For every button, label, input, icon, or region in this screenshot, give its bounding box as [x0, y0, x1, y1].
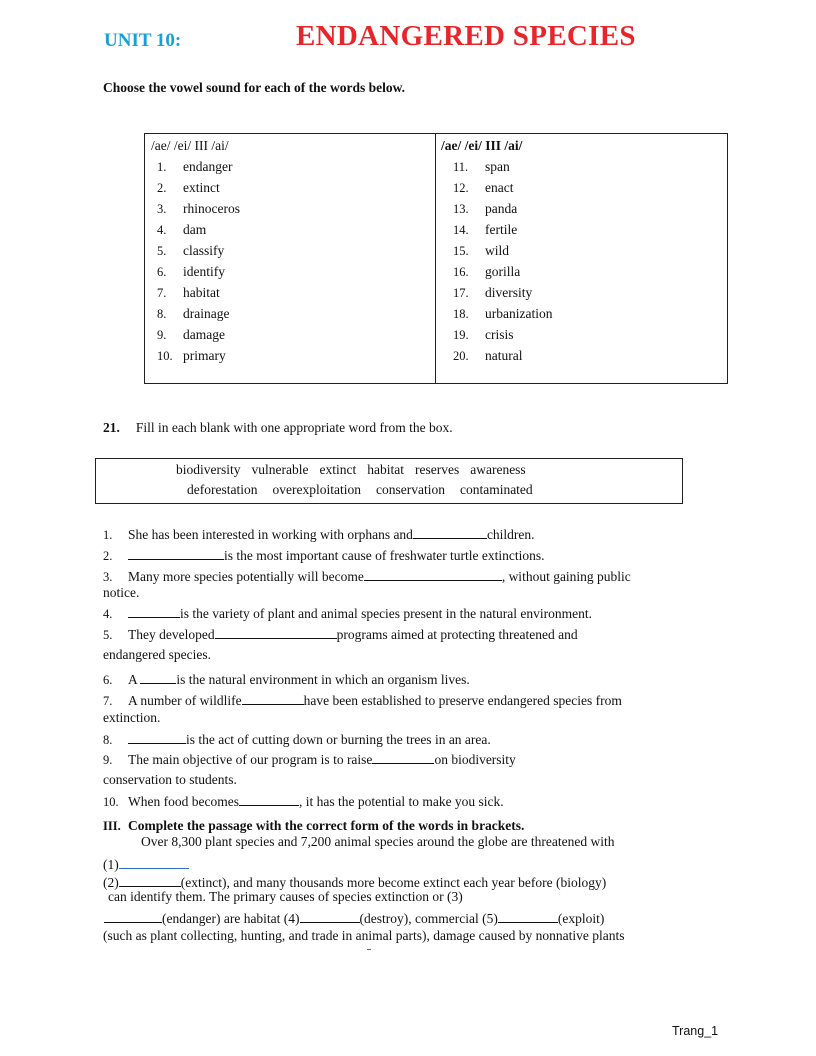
box-word: reserves — [414, 462, 460, 477]
sentence-9-cont — [103, 772, 237, 788]
item-number: 14. — [453, 223, 469, 237]
sentence-number: 1. — [103, 528, 113, 542]
item-number: 2. — [157, 181, 167, 195]
sentence-3 — [103, 568, 631, 585]
section3-number: III. — [103, 819, 121, 833]
item-number: 6. — [157, 265, 167, 279]
vowel-word-item — [441, 282, 552, 303]
box-word: contaminated — [459, 482, 533, 497]
sentence-text: programs aimed at protecting threatened and — [336, 627, 578, 642]
answer-blank[interactable] — [119, 856, 189, 869]
sentence-number: 9. — [103, 753, 113, 767]
sentence-number: 2. — [103, 549, 113, 563]
item-word: panda — [485, 201, 518, 216]
item-word: natural — [485, 348, 523, 363]
sentence-text: extinction. — [103, 710, 161, 725]
box-word: conservation — [375, 482, 445, 497]
section2-number: 21. — [103, 420, 120, 435]
item-word: dam — [183, 222, 207, 237]
sentence-7-cont — [103, 710, 160, 726]
vowel-word-item — [441, 219, 552, 240]
word-box — [95, 458, 683, 504]
vowel-table — [144, 133, 728, 384]
sentence-text: notice. — [103, 585, 140, 600]
answer-blank[interactable] — [128, 605, 180, 618]
vowel-word-item — [441, 261, 552, 282]
sentence-text: A — [128, 672, 138, 687]
item-number: 18. — [453, 307, 469, 321]
item-word: endanger — [183, 159, 233, 174]
vowel-word-item — [441, 198, 552, 219]
answer-blank[interactable] — [140, 671, 176, 684]
vowel-column-right — [441, 136, 552, 366]
passage-text: (exploit) — [557, 911, 605, 926]
sentence-number: 4. — [103, 607, 113, 621]
vowel-word-item — [151, 324, 240, 345]
sentence-text: is the most important cause of freshwater turtle extinctions. — [224, 548, 545, 563]
sentence-number: 3. — [103, 570, 113, 584]
sentence-5 — [103, 626, 578, 643]
box-word: awareness — [470, 462, 526, 477]
sentence-7 — [103, 692, 622, 709]
vowel-word-item — [151, 177, 240, 198]
item-number: 20. — [453, 349, 469, 363]
item-word: crisis — [485, 327, 514, 342]
item-number: 17. — [453, 286, 469, 300]
item-number: 8. — [157, 307, 167, 321]
item-number: 11. — [453, 160, 469, 174]
vowel-word-item — [151, 156, 240, 177]
sentence-text: The main objective of our program is to raise — [128, 752, 373, 767]
vowel-word-item — [441, 303, 552, 324]
vowel-word-item — [441, 177, 552, 198]
page-number: Trang_1 — [672, 1024, 719, 1038]
passage-line-5 — [104, 910, 604, 927]
sentence-2 — [103, 547, 545, 564]
sentence-text: She has been interested in working with orphans and — [128, 527, 413, 542]
box-word: vulnerable — [251, 462, 309, 477]
page-title: ENDANGERED SPECIES — [296, 20, 636, 52]
passage-line-2 — [103, 856, 189, 873]
sentence-text: endangered species. — [103, 647, 211, 662]
item-number: 5. — [157, 244, 167, 258]
vowel-word-item — [441, 345, 552, 366]
column-header: /ae/ /ei/ III /ai/ — [441, 138, 523, 153]
answer-blank[interactable] — [372, 751, 434, 764]
item-number: 13. — [453, 202, 469, 216]
sentence-text: children. — [486, 527, 535, 542]
answer-blank[interactable] — [239, 793, 299, 806]
box-word: deforestation — [187, 482, 258, 497]
answer-blank[interactable] — [215, 626, 337, 639]
passage-line-4: can identify them. The primary causes of species extinction or (3) — [108, 889, 463, 904]
sentence-text: is the natural environment in which an organism lives. — [176, 672, 470, 687]
section2-instruction: Fill in each blank with one appropriate word from the box. — [135, 420, 453, 435]
answer-blank[interactable] — [104, 910, 162, 923]
sentence-number: 8. — [103, 733, 113, 747]
sentence-number: 7. — [103, 694, 113, 708]
item-number: 12. — [453, 181, 469, 195]
word-box-row-1 — [176, 462, 537, 478]
answer-blank[interactable] — [128, 547, 224, 560]
item-word: primary — [183, 348, 226, 363]
box-word: overexploitation — [272, 482, 361, 497]
item-word: wild — [485, 243, 510, 258]
vowel-word-item — [151, 198, 240, 219]
sentence-4 — [103, 605, 592, 622]
answer-blank[interactable] — [119, 874, 181, 887]
section1-instruction: Choose the vowel sound for each of the words below. — [103, 80, 406, 95]
sentence-text: A number of wildlife — [128, 693, 242, 708]
vowel-word-item — [441, 240, 552, 261]
answer-blank[interactable] — [364, 568, 502, 581]
column-header: /ae/ /ei/ III /ai/ — [151, 138, 229, 153]
item-word: span — [485, 159, 510, 174]
answer-blank[interactable] — [413, 526, 487, 539]
passage-text: (destroy), commercial (5) — [359, 911, 498, 926]
passage-text: (2) — [103, 875, 119, 890]
item-word: damage — [183, 327, 225, 342]
sentence-number: 10. — [103, 795, 119, 809]
passage-line-6: (such as plant collecting, hunting, and trade in animal parts), damage caused by nonnative plants — [103, 928, 625, 943]
item-word: urbanization — [485, 306, 553, 321]
sentence-text: conservation to students. — [103, 772, 237, 787]
unit-label: UNIT 10: — [104, 30, 182, 51]
sentence-10 — [103, 793, 504, 810]
vowel-word-item — [151, 282, 240, 303]
answer-blank[interactable] — [242, 692, 304, 705]
sentence-text: When food becomes — [128, 794, 239, 809]
item-number: 7. — [157, 286, 167, 300]
item-number: 3. — [157, 202, 167, 216]
sentence-text: is the act of cutting down or burning the trees in an area. — [186, 732, 491, 747]
vowel-word-item — [151, 345, 240, 366]
sentence-text: on biodiversity — [434, 752, 516, 767]
item-word: gorilla — [485, 264, 521, 279]
passage-text: (1) — [103, 857, 119, 872]
item-word: drainage — [183, 306, 230, 321]
sentence-number: 6. — [103, 673, 113, 687]
sentence-number: 5. — [103, 628, 113, 642]
sentence-text: , it has the potential to make you sick. — [298, 794, 504, 809]
section2-heading — [103, 420, 453, 436]
item-word: fertile — [485, 222, 518, 237]
answer-blank[interactable] — [128, 731, 186, 744]
item-number: 10. — [157, 349, 173, 363]
vowel-column-left — [151, 136, 240, 366]
sentence-8 — [103, 731, 491, 748]
item-word: diversity — [485, 285, 533, 300]
sentence-text: is the variety of plant and animal species present in the natural environment. — [180, 606, 592, 621]
item-number: 16. — [453, 265, 469, 279]
section3-instruction: Complete the passage with the correct form of the words in brackets. — [128, 818, 525, 833]
cursor-mark — [367, 949, 371, 950]
vowel-word-item — [151, 261, 240, 282]
vowel-word-item — [441, 324, 552, 345]
item-word: classify — [183, 243, 225, 258]
box-word: habitat — [367, 462, 404, 477]
vowel-word-item — [441, 156, 552, 177]
table-divider — [435, 134, 436, 383]
sentence-text: have been established to preserve endangered species from — [303, 693, 622, 708]
section3-heading — [103, 818, 524, 834]
item-word: identify — [183, 264, 225, 279]
box-word: biodiversity — [176, 462, 241, 477]
passage-text: (endanger) are habitat (4) — [162, 911, 300, 926]
item-number: 4. — [157, 223, 167, 237]
item-word: extinct — [183, 180, 220, 195]
sentence-text: They developed — [128, 627, 215, 642]
sentence-9 — [103, 751, 516, 768]
vowel-word-item — [151, 303, 240, 324]
passage-text: (extinct), and many thousands more become extinct each year before (biology) — [180, 875, 607, 890]
item-number: 1. — [157, 160, 167, 174]
sentence-5-cont — [103, 647, 211, 663]
sentence-1 — [103, 526, 535, 543]
passage-line-1: Over 8,300 plant species and 7,200 animal species around the globe are threatened with — [141, 834, 615, 849]
answer-blank[interactable] — [300, 910, 360, 923]
sentence-text: Many more species potentially will become — [128, 569, 364, 584]
item-word: enact — [485, 180, 514, 195]
sentence-6 — [103, 671, 470, 688]
item-number: 19. — [453, 328, 469, 342]
vowel-word-item — [151, 240, 240, 261]
box-word: extinct — [319, 462, 357, 477]
sentence-text: , without gaining public — [501, 569, 631, 584]
word-box-row-2 — [187, 482, 548, 498]
item-number: 15. — [453, 244, 469, 258]
item-word: rhinoceros — [183, 201, 240, 216]
item-word: habitat — [183, 285, 220, 300]
answer-blank[interactable] — [498, 910, 558, 923]
vowel-word-item — [151, 219, 240, 240]
item-number: 9. — [157, 328, 167, 342]
sentence-3-cont — [103, 585, 139, 601]
